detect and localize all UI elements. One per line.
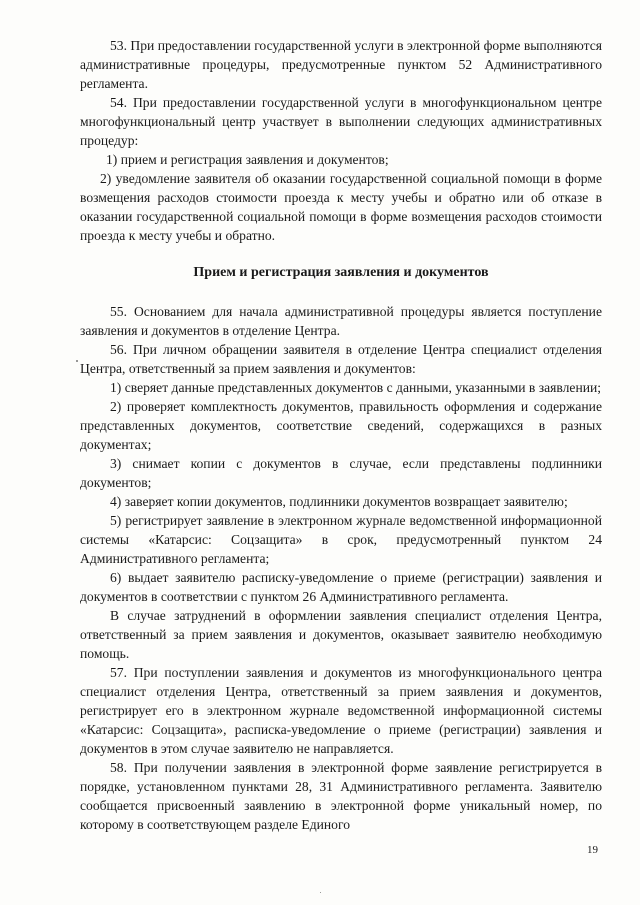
paragraph-56-item-1: 1) сверяет данные представленных документов с данными, указанными в заявлении; [110, 380, 602, 395]
paragraph-54-item-2: 2) уведомление заявителя об оказании государственной социальной помощи в форме возмещения расходов стоимости проезда к месту учебы и обратно или об отказе в оказании государственной социальной помощи в форме возмещения расходов стоимости проезда к месту учебы и обратно. [80, 171, 602, 243]
paragraph-56-item-6: 6) выдает заявителю расписку-уведомление о приеме (регистрации) заявления и документов в соответствии с пунктом 26 Административного регламента. [80, 570, 602, 604]
section-heading: Прием и регистрация заявления и документов [193, 265, 489, 280]
paragraph-56: 56. При личном обращении заявителя в отделение Центра специалист отделения Центра, ответственный за прием заявления и документов: [80, 342, 602, 376]
paragraph-54: 54. При предоставлении государственной услуги в многофункциональном центре многофункциональный центр участвует в выполнении следующих административных процедур: [80, 95, 602, 148]
paragraph-57: 57. При поступлении заявления и документов из многофункционального центра специалист отделения Центра, ответственный за прием заявления и документов, регистрирует его в электронном журнале ведомственной информационной системы «Катарсис: Соцзащита», расписка-уведомление о приеме (регистрации) заявления и документов в этом случае заявителю не направляется. [80, 665, 602, 756]
document-body [80, 36, 602, 834]
paragraph-56-item-2: 2) проверяет комплектность документов, правильность оформления и содержание представленных документов, соответствие сведений, содержащихся в разных документах; [80, 399, 602, 452]
paragraph-56-item-3: 3) снимает копии с документов в случае, если представлены подлинники документов; [80, 456, 602, 490]
paragraph-56-item-4: 4) заверяет копии документов, подлинники документов возвращает заявителю; [110, 494, 568, 509]
paragraph-54-item-1: 1) прием и регистрация заявления и документов; [106, 152, 389, 167]
paragraph-58: 58. При получении заявления в электронной форме заявление регистрируется в порядке, установленном пунктами 28, 31 Административного регламента. Заявителю сообщается присвоенный заявлению в электронной форме уникальный номер, по которому в соответствующем разделе Единого [80, 760, 602, 832]
page-number: 19 [587, 844, 598, 856]
scan-speck [76, 360, 78, 362]
paragraph-53: 53. При предоставлении государственной услуги в электронной форме выполняются административные процедуры, предусмотренные пунктом 52 Административного регламента. [80, 38, 602, 91]
paragraph-56-note: В случае затруднений в оформлении заявления специалист отделения Центра, ответственный за прием заявления и документов, оказывает заявителю необходимую помощь. [80, 608, 602, 661]
scan-speck [320, 892, 321, 893]
paragraph-56-item-5: 5) регистрирует заявление в электронном журнале ведомственной информационной системы «Катарсис: Соцзащита» в срок, предусмотренный пунктом 24 Административного регламента; [80, 513, 602, 566]
paragraph-55: 55. Основанием для начала административной процедуры является поступление заявления и документов в отделение Центра. [80, 304, 602, 338]
